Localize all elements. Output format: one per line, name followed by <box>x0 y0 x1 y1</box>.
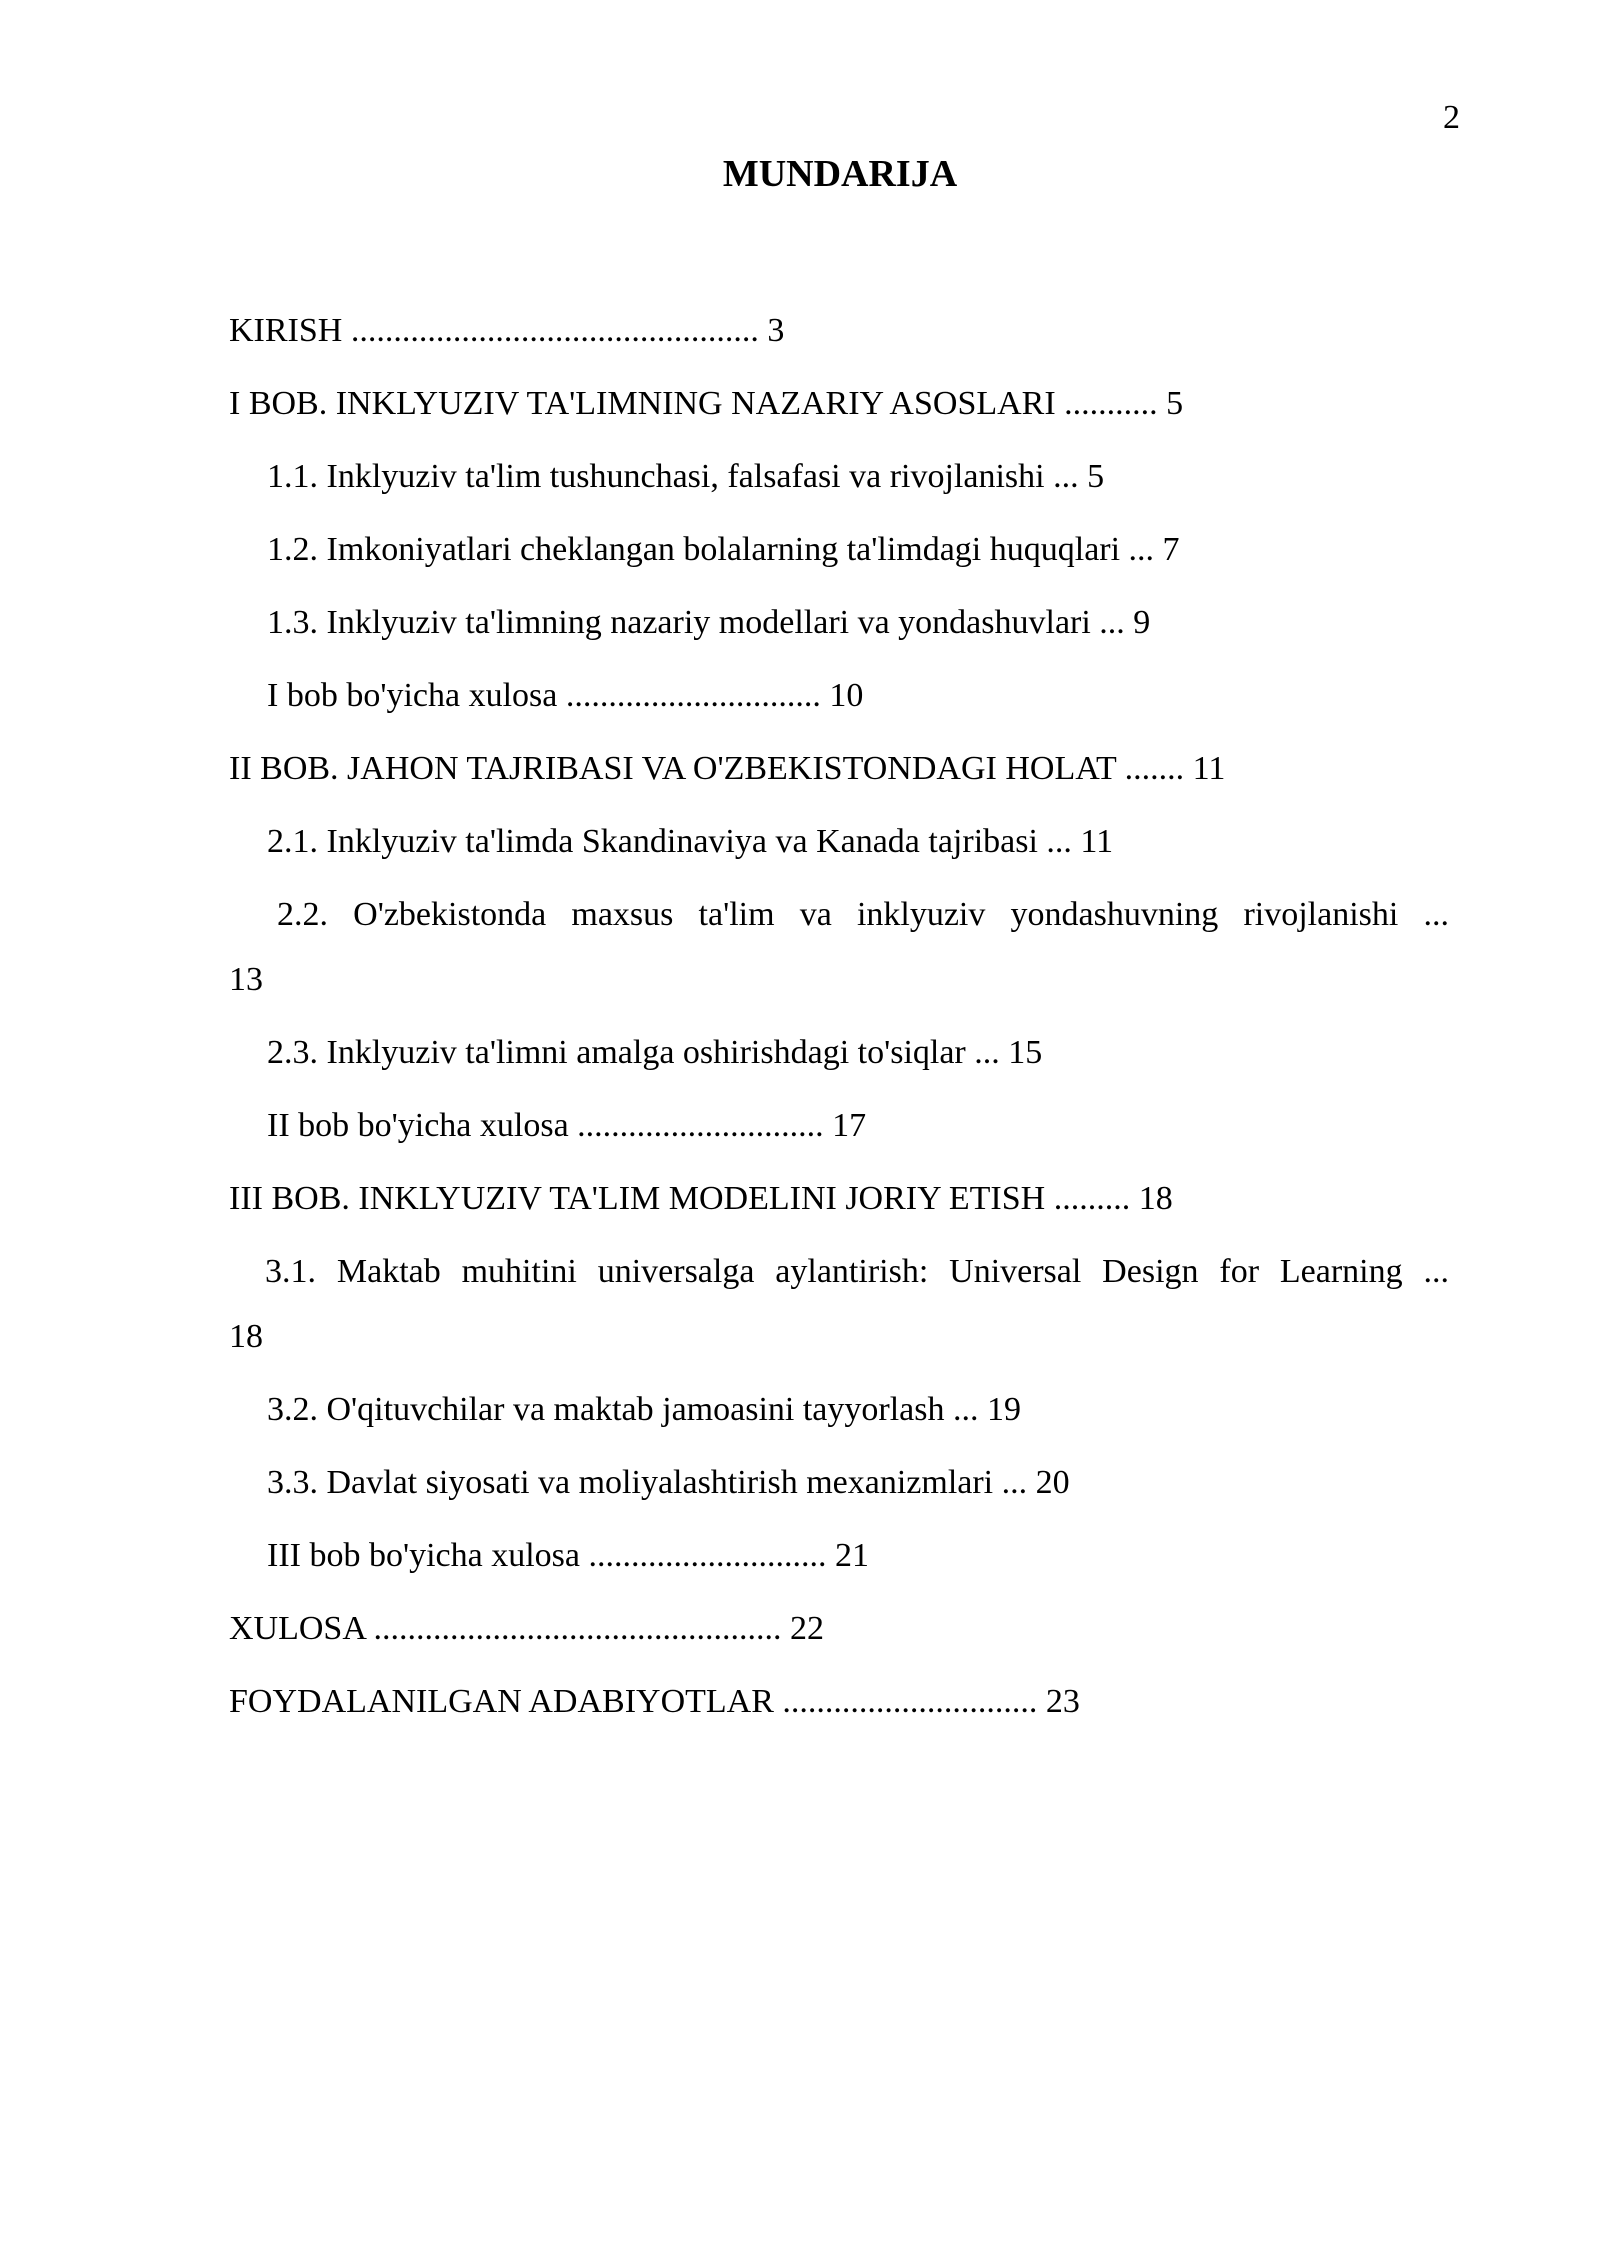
toc-entry-section-3-1 <box>229 1239 1449 1369</box>
toc-entry-chapter-1-summary: I bob bo'yicha xulosa .............................. 10 <box>267 677 864 714</box>
toc-entry-section-2-2-page: 13 <box>229 961 263 998</box>
toc-entry-section-3-1-line1: 3.1. Maktab muhitini universalga aylantirish: Universal Design for Learning ... <box>265 1253 1449 1290</box>
page-title: MUNDARIJA <box>722 153 958 195</box>
toc-entry-xulosa: XULOSA ................................................ 22 <box>229 1610 825 1647</box>
toc-entry-section-3-1-page: 18 <box>229 1318 263 1355</box>
toc-entry-chapter-3-summary: III bob bo'yicha xulosa ............................ 21 <box>267 1537 869 1574</box>
toc-entry-section-1-1: 1.1. Inklyuziv ta'lim tushunchasi, falsafasi va rivojlanishi ... 5 <box>267 458 1105 495</box>
toc-entry-section-3-3: 3.3. Davlat siyosati va moliyalashtirish mexanizmlari ... 20 <box>267 1464 1070 1501</box>
toc-entry-section-3-2: 3.2. O'qituvchilar va maktab jamoasini tayyorlash ... 19 <box>267 1391 1021 1428</box>
toc-entry-section-2-1: 2.1. Inklyuziv ta'limda Skandinaviya va Kanada tajribasi ... 11 <box>267 823 1114 860</box>
table-of-contents <box>229 298 1449 1742</box>
toc-entry-chapter-2-summary: II bob bo'yicha xulosa ............................. 17 <box>267 1107 867 1144</box>
toc-entry-section-1-3: 1.3. Inklyuziv ta'limning nazariy modellari va yondashuvlari ... 9 <box>267 604 1151 641</box>
toc-entry-section-2-2 <box>229 882 1449 1012</box>
toc-entry-references: FOYDALANILGAN ADABIYOTLAR .............................. 23 <box>229 1683 1080 1720</box>
toc-entry-kirish: KIRISH ................................................ 3 <box>229 312 785 349</box>
toc-entry-chapter-2: II BOB. JAHON TAJRIBASI VA O'ZBEKISTONDAGI HOLAT ....... 11 <box>229 750 1226 787</box>
toc-entry-chapter-1: I BOB. INKLYUZIV TA'LIMNING NAZARIY ASOSLARI ........... 5 <box>229 385 1184 422</box>
toc-entry-chapter-3: III BOB. INKLYUZIV TA'LIM MODELINI JORIY ETISH ......... 18 <box>229 1180 1173 1217</box>
toc-entry-section-2-2-line1: 2.2. O'zbekistonda maxsus ta'lim va inklyuziv yondashuvning rivojlanishi ... <box>277 896 1449 933</box>
page-number: 2 <box>1443 99 1460 136</box>
toc-entry-section-2-3: 2.3. Inklyuziv ta'limni amalga oshirishdagi to'siqlar ... 15 <box>267 1034 1043 1071</box>
toc-entry-section-1-2: 1.2. Imkoniyatlari cheklangan bolalarning ta'limdagi huquqlari ... 7 <box>267 531 1180 568</box>
